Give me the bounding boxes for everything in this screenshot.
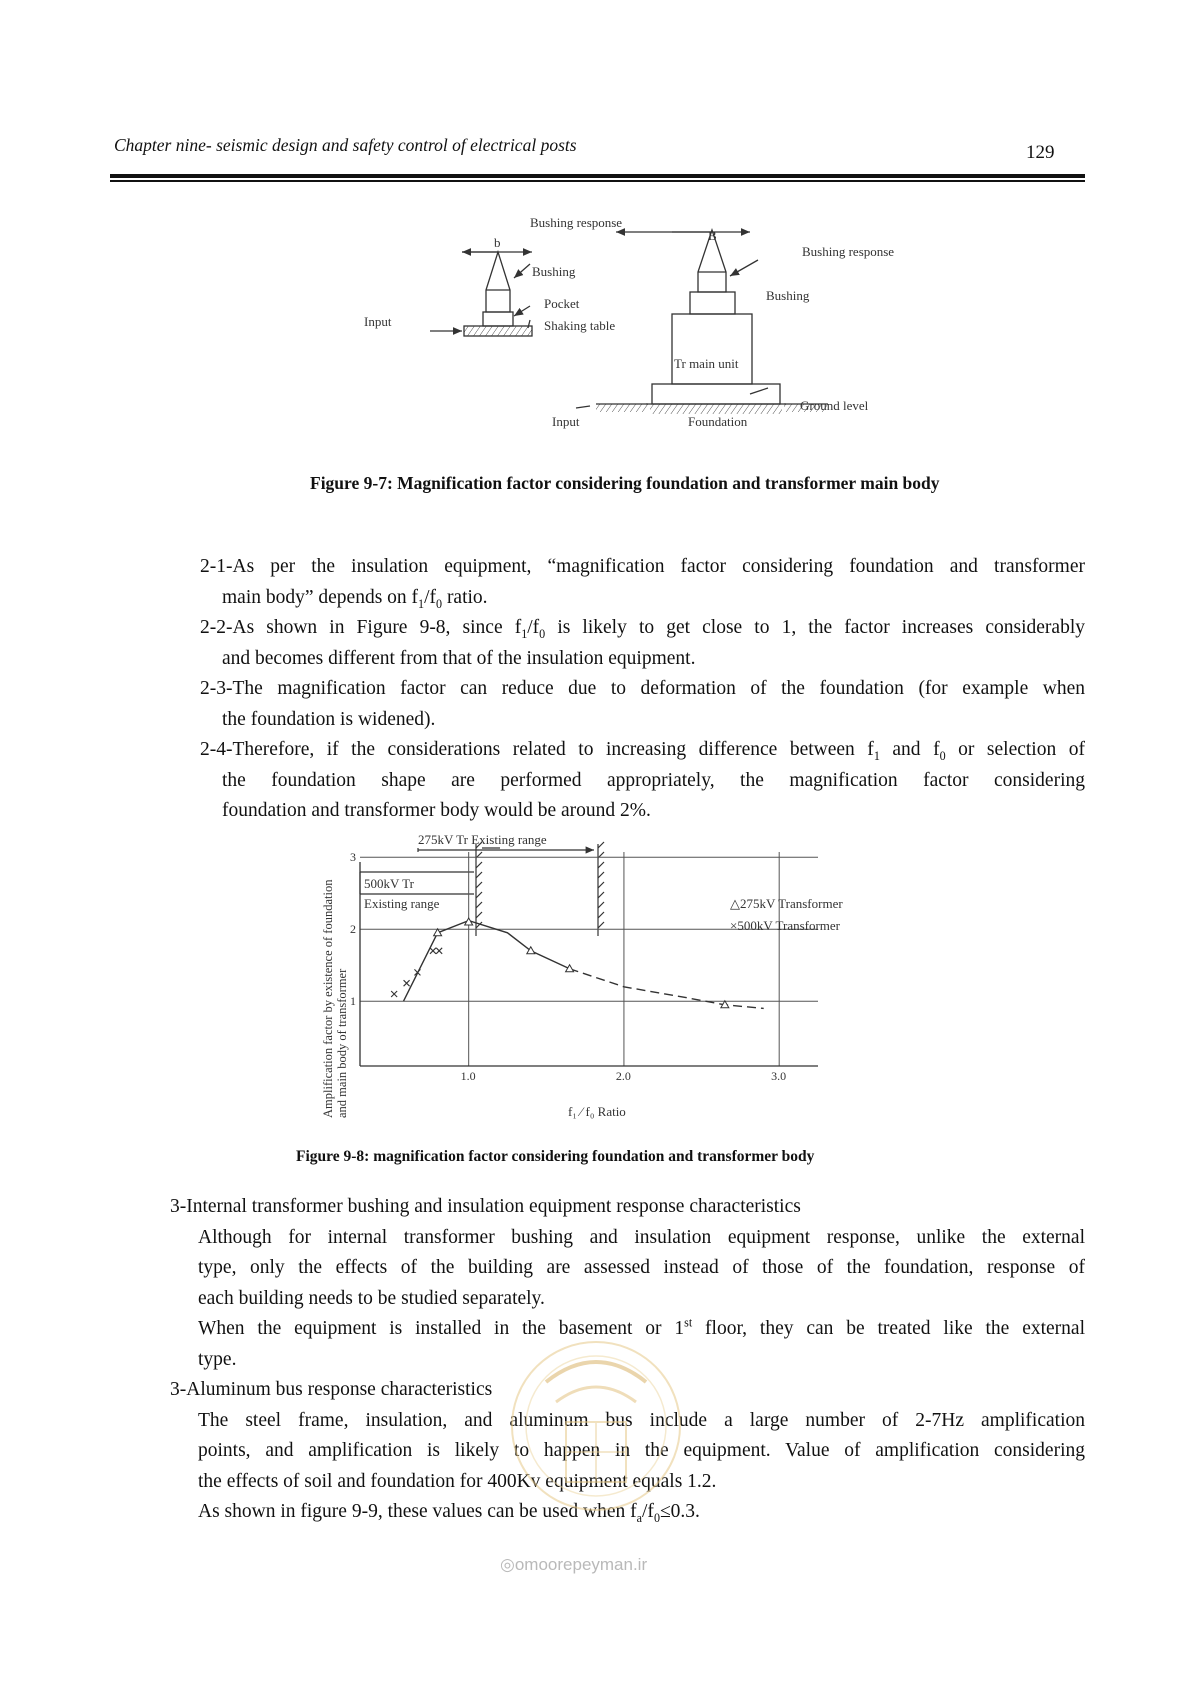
- item-2-1-line1: 2-1-As per the insulation equipment, “magnification factor considering foundation and transformer: [200, 556, 1085, 577]
- point-500kv: [391, 991, 397, 997]
- section-3-internal-heading: 3-Internal transformer bushing and insulation equipment response characteristics: [170, 1196, 801, 1217]
- x-tick-label: 3.0: [771, 1069, 787, 1083]
- section-3-aluminum-p1-l2: points, and amplification is likely to happen in the equipment. Value of amplification considering: [198, 1440, 1085, 1461]
- x-axis-label: f₁ ⁄ f₀ Ratio: [568, 1104, 626, 1119]
- figure-9-8-caption: Figure 9-8: magnification factor considering foundation and transformer body: [296, 1148, 815, 1165]
- fit-curve-solid: [404, 921, 570, 1002]
- label-275kv-range: 275kV Tr Existing range: [418, 832, 547, 847]
- label-b-big: B: [708, 228, 717, 243]
- x-tick-label: 1.0: [460, 1069, 476, 1083]
- point-500kv: [404, 980, 410, 986]
- item-2-4-line3: foundation and transformer body would be around 2%.: [222, 800, 651, 821]
- item-2-2-line2: and becomes different from that of the insulation equipment.: [222, 647, 696, 669]
- label-input-right: Input: [552, 414, 580, 429]
- point-275kv: [566, 965, 574, 972]
- section-3-internal-p2-l2: type.: [198, 1348, 237, 1370]
- y-tick-label: 3: [350, 850, 356, 865]
- label-bushing-right: Bushing: [766, 288, 810, 303]
- label-500kv-tr: 500kV Tr: [364, 876, 414, 891]
- running-header-title: Chapter nine- seismic design and safety control of electrical posts: [114, 135, 577, 155]
- item-2-4: [200, 735, 1085, 827]
- figure-9-7-diagram: [350, 212, 910, 452]
- label-tr-main-unit: Tr main unit: [674, 356, 739, 371]
- y-tick-label: 2: [350, 922, 356, 937]
- legend-500kv: ×500kV Transformer: [730, 918, 841, 933]
- figure-9-7-caption: Figure 9-7: Magnification factor considering foundation and transformer main body: [310, 473, 940, 493]
- section-3-aluminum-p1-l1: The steel frame, insulation, and aluminum bus include a large number of 2-7Hz amplification: [198, 1409, 1085, 1431]
- item-2-3-line2: the foundation is widened).: [222, 708, 436, 730]
- section-3-aluminum-p1-l3: the effects of soil and foundation for 400Kv equipment equals 1.2.: [198, 1470, 717, 1492]
- x-tick-label: 2.0: [615, 1069, 631, 1083]
- y-tick-label: 1: [350, 994, 356, 1009]
- point-500kv: [436, 948, 442, 954]
- label-b-small: b: [494, 235, 501, 250]
- label-ground-level: Ground level: [800, 398, 869, 413]
- section-3-internal-p1-l3: each building needs to be studied separately.: [198, 1287, 545, 1309]
- item-2-3: [200, 674, 1085, 735]
- section-3-aluminum-p2: As shown in figure 9-9, these values can be used when $f_a/f_0\le 0.3$.: [198, 1501, 700, 1525]
- section-3-internal-p1-l2: type, only the effects of the building are assessed instead of those of the foundation, response of: [198, 1257, 1085, 1278]
- y-axis-label-line1: Amplification factor by existence of foundation: [321, 879, 335, 1118]
- watermark-text: ◎omoorepeyman.ir: [500, 1555, 648, 1574]
- figure-9-8-chart: [318, 828, 878, 1124]
- item-2-4-line1: 2-4-Therefore, if the considerations related to increasing difference between $f_1$ and $f_0$ or selection of: [200, 739, 1085, 763]
- section-3-aluminum-heading: 3-Aluminum bus response characteristics: [170, 1379, 493, 1400]
- item-2-4-line2: the foundation shape are performed appropriately, the magnification factor considering: [222, 769, 1085, 791]
- item-2-2: [200, 613, 1085, 674]
- page-number: 129: [1026, 142, 1055, 163]
- label-pocket: Pocket: [544, 296, 580, 311]
- point-500kv: [430, 948, 436, 954]
- label-input-left: Input: [364, 314, 392, 329]
- item-2-1-line2: main body” depends on $f_1/f_0$ ratio.: [222, 586, 488, 611]
- legend-275kv: △275kV Transformer: [730, 896, 843, 911]
- section-3-internal-p2-l1: When the equipment is installed in the basement or 1st floor, they can be treated like the external: [198, 1315, 1085, 1339]
- watermark-seal: [496, 1322, 696, 1530]
- label-bushing-response-right: Bushing response: [802, 244, 895, 259]
- section-3-internal-p1-l1: Although for internal transformer bushing and insulation equipment response, unlike the external: [198, 1226, 1085, 1248]
- label-bushing-left: Bushing: [532, 264, 576, 279]
- label-foundation: Foundation: [688, 414, 748, 429]
- item-2-3-line1: 2-3-The magnification factor can reduce due to deformation of the foundation (for example when: [200, 678, 1085, 699]
- fit-curve-dashed: [570, 969, 764, 1009]
- item-2-1: [200, 552, 1085, 613]
- header-rule-thin: [110, 180, 1085, 182]
- header-rule-thick: [110, 174, 1085, 178]
- label-shaking-table: Shaking table: [544, 318, 616, 333]
- y-axis-label-line2: and main body of transformer: [335, 968, 349, 1118]
- label-existing-range: Existing range: [364, 896, 440, 911]
- label-bushing-response-left: Bushing response: [530, 215, 623, 230]
- item-2-2-line1: 2-2-As shown in Figure 9-8, since $f_1/f_0$ is likely to get close to 1, the factor increases considerably: [200, 617, 1085, 641]
